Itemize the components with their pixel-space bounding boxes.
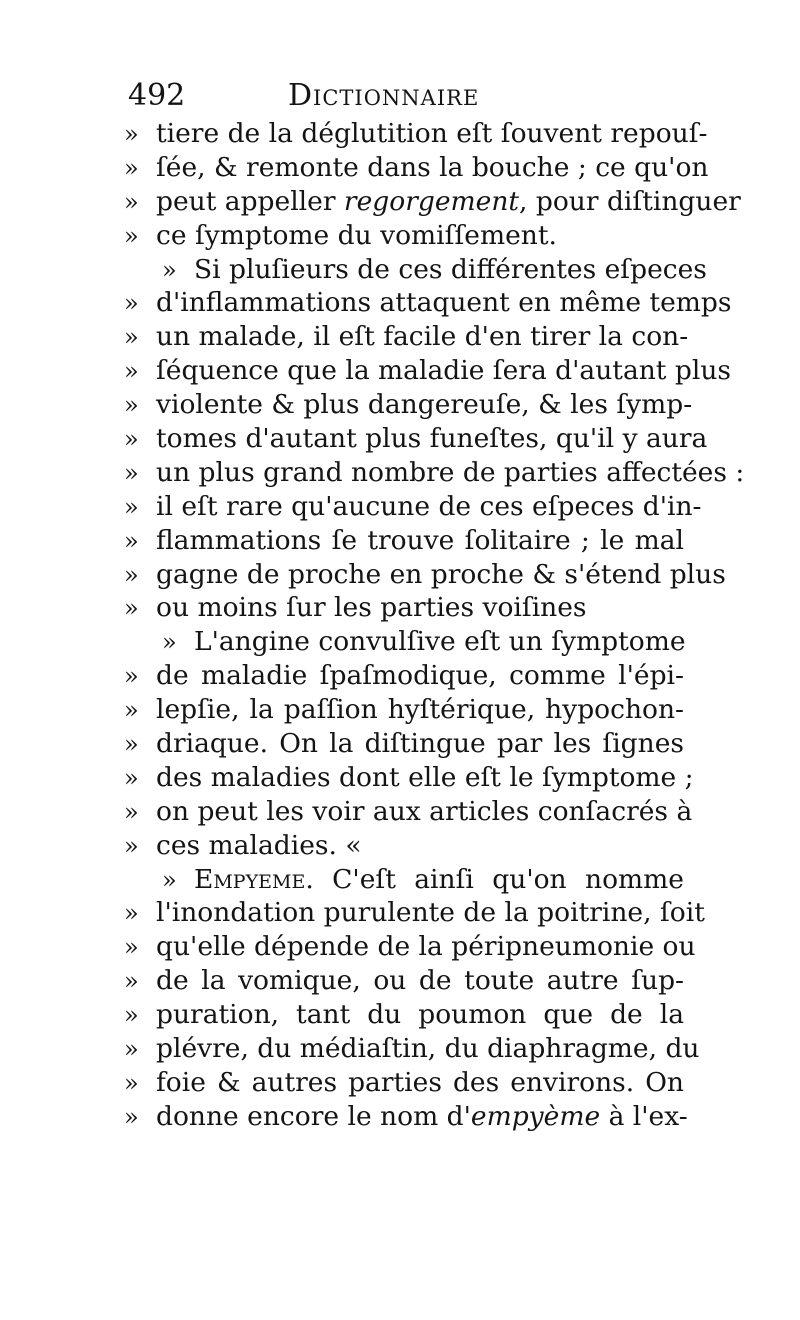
quote-mark: » — [162, 255, 177, 284]
line-text: ce ſymptome du vomiſſement. — [156, 219, 557, 251]
line-text: plévre, du médiaſtin, du diaphragme, du — [156, 1033, 700, 1065]
line-text: de maladie ſpaſmodique, comme l'épi- — [156, 660, 684, 692]
quote-mark: » — [124, 594, 139, 623]
line-text: on peut les voir aux articles conſacrés à — [156, 795, 693, 827]
quote-mark: » — [124, 662, 139, 691]
quote-mark: » — [124, 560, 139, 589]
line-text: des maladies dont elle eſt le ſymptome ; — [156, 761, 694, 793]
text-line — [124, 422, 708, 456]
quote-mark: » — [162, 628, 177, 657]
italic-term: empyème — [470, 1100, 601, 1132]
quote-mark: » — [124, 120, 139, 148]
quote-mark: » — [124, 221, 139, 250]
quote-mark: » — [124, 425, 139, 454]
text-line — [124, 625, 684, 659]
line-text: flammations ſe trouve ſolitaire ; le mal — [156, 524, 684, 556]
text-line — [124, 388, 693, 422]
quote-mark: » — [124, 391, 139, 420]
text-line — [124, 253, 707, 287]
text-line — [124, 727, 684, 761]
quote-mark: » — [124, 933, 139, 962]
text-line — [124, 998, 684, 1032]
line-text: de la vomique, ou de toute autre ſup- — [156, 965, 684, 997]
line-text: foie & autres parties des environs. On — [156, 1066, 684, 1098]
quote-mark: » — [124, 730, 139, 759]
line-text: tiere de la déglutition eſt ſouvent repouſ- — [156, 118, 708, 149]
quote-mark: » — [124, 1001, 139, 1030]
text-line — [124, 1100, 688, 1134]
line-text: l'inondation purulente de la poitrine, ſoit — [156, 897, 705, 929]
text-line — [124, 693, 684, 727]
text-line — [124, 930, 696, 964]
italic-term: regorgement — [343, 185, 520, 217]
text-line — [124, 761, 694, 795]
line-text: Si pluſieurs de ces différentes eſpeces — [194, 253, 707, 285]
text-line — [124, 354, 731, 388]
quote-mark: » — [124, 1035, 139, 1064]
page-number: 492 — [128, 78, 186, 113]
text-line — [124, 896, 705, 930]
quote-mark: » — [124, 967, 139, 996]
quote-mark: » — [124, 153, 139, 182]
quote-mark: » — [124, 696, 139, 725]
quote-mark: » — [124, 797, 139, 826]
quote-mark: » — [124, 899, 139, 928]
quote-mark: » — [124, 831, 139, 860]
text-line — [124, 795, 693, 829]
quote-mark: » — [124, 357, 139, 386]
text-line — [124, 117, 708, 151]
running-title: Dictionnaire — [288, 78, 480, 113]
page-header — [128, 74, 548, 118]
line-text: donne encore le nom d'empyème à l'ex- — [156, 1100, 688, 1132]
line-text: puration, tant du poumon que de la — [156, 999, 684, 1031]
text-line — [124, 964, 684, 998]
line-text: lepſie, la paſſion hyſtérique, hypochon- — [156, 694, 684, 726]
quote-mark: » — [124, 763, 139, 792]
quote-mark: » — [124, 1102, 139, 1131]
quote-mark: » — [124, 1068, 139, 1097]
text-line — [124, 185, 741, 219]
text-line — [124, 1032, 700, 1066]
text-line — [124, 1066, 684, 1100]
text-line — [124, 591, 684, 625]
text-line — [124, 151, 709, 185]
text-line — [124, 558, 726, 592]
text-line — [124, 286, 732, 320]
quote-mark: » — [124, 289, 139, 318]
text-line — [124, 456, 745, 490]
text-line — [124, 659, 684, 693]
quote-mark: » — [124, 458, 139, 487]
line-text: tomes d'autant plus funeſtes, qu'il y aura — [156, 423, 708, 455]
line-text: violente & plus dangereuſe, & les ſymp- — [156, 389, 693, 421]
text-line — [124, 320, 689, 354]
line-text: un plus grand nombre de parties affectées : — [156, 456, 745, 488]
line-text: L'angine convulſive eſt un ſymptome — [194, 626, 686, 658]
body-text — [124, 117, 745, 1134]
quote-mark: » — [124, 526, 139, 555]
line-text: un malade, il eſt facile d'en tirer la con- — [156, 321, 689, 353]
line-text: gagne de proche en proche & s'étend plus — [156, 558, 726, 590]
line-text: ces maladies. « — [156, 829, 362, 861]
line-text: ſée, & remonte dans la bouche ; ce qu'on — [156, 151, 709, 183]
line-text: peut appeller regorgement, pour diſtinguer — [156, 185, 741, 217]
quote-mark: » — [162, 865, 177, 894]
text-line — [124, 219, 684, 253]
line-text: ou moins ſur les parties voiſines — [156, 592, 587, 624]
line-text: qu'elle dépende de la péripneumonie ou — [156, 931, 696, 963]
entry-headword: Empyeme. — [194, 863, 314, 895]
line-text: Empyeme. C'eſt ainſi qu'on nomme — [194, 863, 684, 895]
line-text: il eſt rare qu'aucune de ces eſpeces d'in- — [156, 490, 702, 522]
line-text: ſéquence que la maladie ſera d'autant plus — [156, 355, 731, 387]
quote-mark: » — [124, 323, 139, 352]
line-text: driaque. On la diſtingue par les ſignes — [156, 728, 684, 760]
quote-mark: » — [124, 492, 139, 521]
quote-mark: » — [124, 187, 139, 216]
text-line — [124, 524, 684, 558]
text-line — [124, 490, 702, 524]
text-line — [124, 863, 684, 897]
text-line — [124, 829, 684, 863]
line-text: d'inflammations attaquent en même temps — [156, 287, 732, 319]
